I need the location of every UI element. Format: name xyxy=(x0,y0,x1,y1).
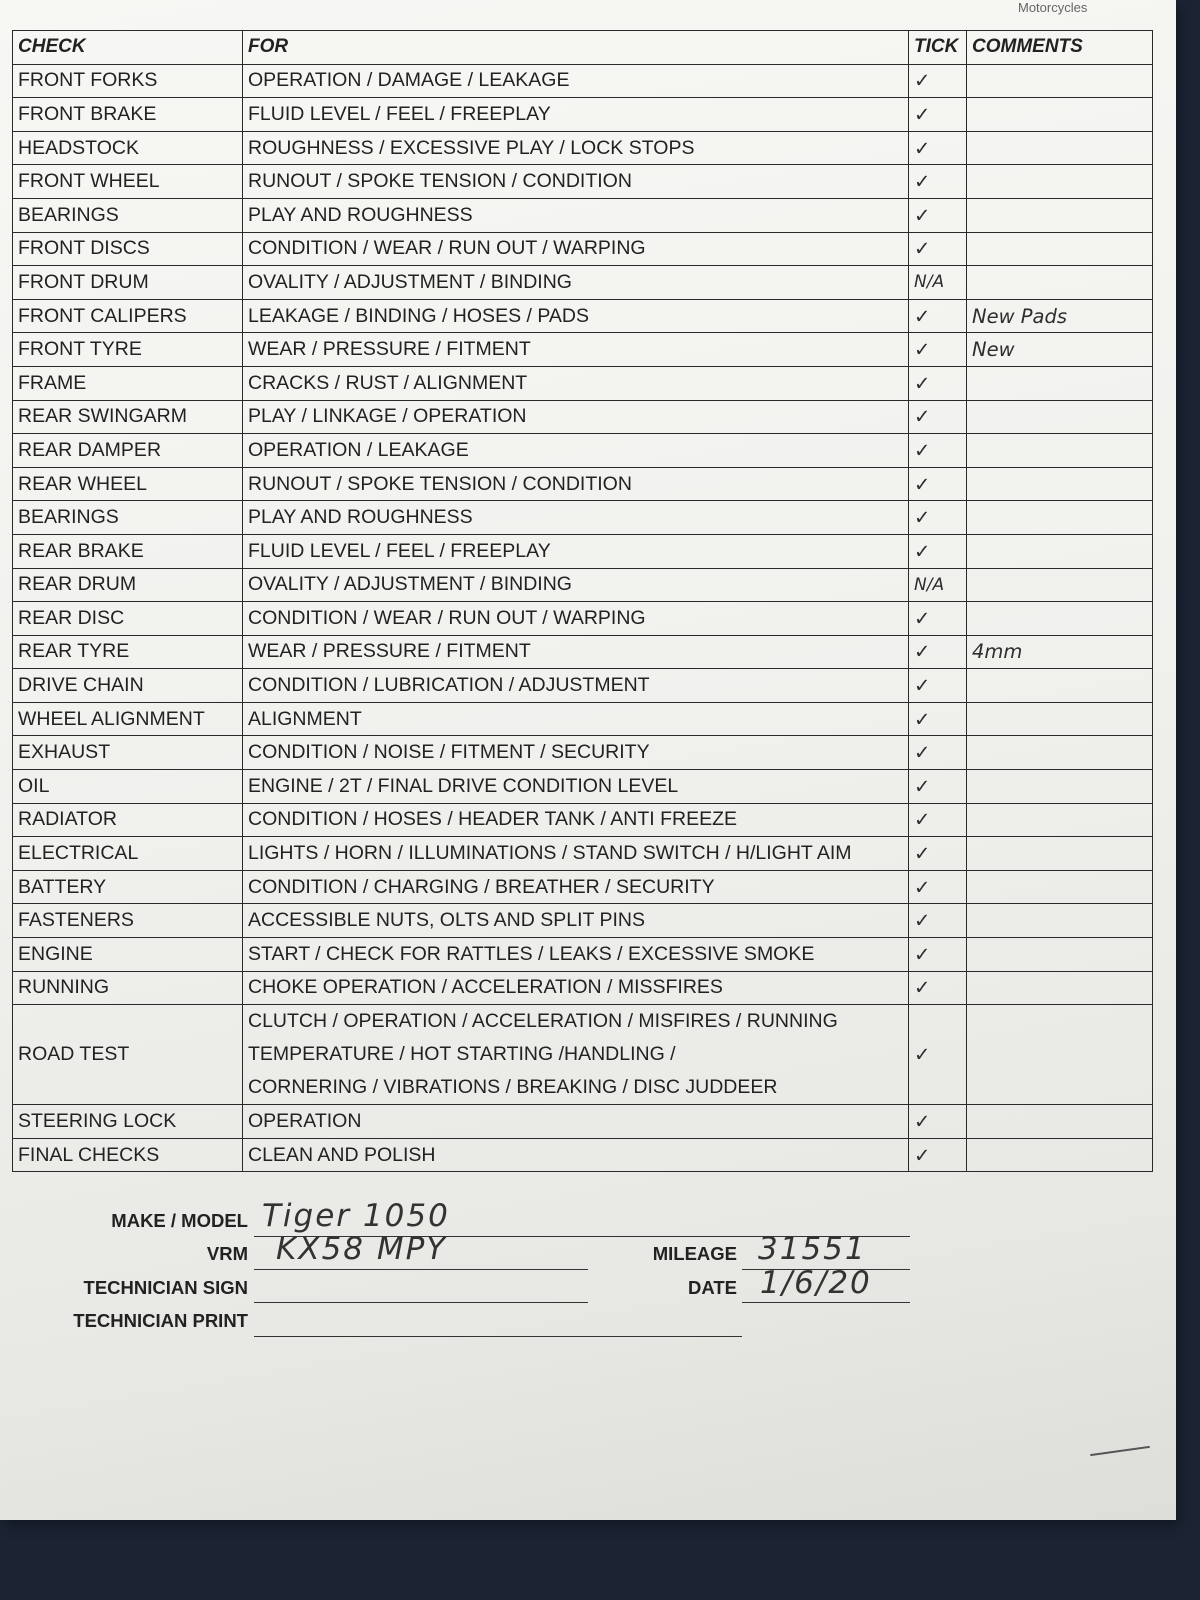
tick-cell: ✓ xyxy=(909,131,967,165)
vrm-line xyxy=(254,1269,588,1270)
for-cell: PLAY / LINKAGE / OPERATION xyxy=(243,400,909,434)
comment-cell xyxy=(967,131,1153,165)
check-cell: REAR BRAKE xyxy=(13,534,243,568)
comment-cell xyxy=(967,1138,1153,1172)
tick-cell: ✓ xyxy=(909,1005,967,1105)
tick-cell: ✓ xyxy=(909,870,967,904)
column-header-comments: COMMENTS xyxy=(967,31,1153,65)
check-cell: FRONT BRAKE xyxy=(13,98,243,132)
comment-cell xyxy=(967,971,1153,1005)
check-cell: ENGINE xyxy=(13,938,243,972)
table-row xyxy=(13,938,1153,972)
for-cell: OVALITY / ADJUSTMENT / BINDING xyxy=(243,266,909,300)
comment-cell xyxy=(967,803,1153,837)
check-cell: BATTERY xyxy=(13,870,243,904)
date-line xyxy=(742,1302,910,1303)
comment-cell xyxy=(967,534,1153,568)
for-cell: PLAY AND ROUGHNESS xyxy=(243,501,909,535)
vrm-value: KX58 MPY xyxy=(276,1231,448,1267)
table-row xyxy=(13,131,1153,165)
table-row xyxy=(13,803,1153,837)
for-cell: FLUID LEVEL / FEEL / FREEPLAY xyxy=(243,98,909,132)
comment-cell xyxy=(967,1105,1153,1139)
table-row xyxy=(13,333,1153,367)
table-row xyxy=(13,366,1153,400)
check-cell: ROAD TEST xyxy=(13,1005,243,1105)
table-row-road-test xyxy=(13,1005,1153,1105)
make-model-label: MAKE / MODEL xyxy=(111,1210,248,1231)
for-cell: CRACKS / RUST / ALIGNMENT xyxy=(243,366,909,400)
tick-cell: ✓ xyxy=(909,1105,967,1139)
comment-cell xyxy=(967,602,1153,636)
check-cell: RADIATOR xyxy=(13,803,243,837)
for-cell: ROUGHNESS / EXCESSIVE PLAY / LOCK STOPS xyxy=(243,131,909,165)
check-cell: WHEEL ALIGNMENT xyxy=(13,702,243,736)
date-value: 1/6/20 xyxy=(760,1265,872,1301)
check-cell: REAR DISC xyxy=(13,602,243,636)
tick-cell: ✓ xyxy=(909,299,967,333)
check-cell: BEARINGS xyxy=(13,198,243,232)
tick-cell: ✓ xyxy=(909,98,967,132)
for-line: CLUTCH / OPERATION / ACCELERATION / MISFIRES / RUNNING xyxy=(248,1010,838,1033)
for-cell: PLAY AND ROUGHNESS xyxy=(243,198,909,232)
date-label: DATE xyxy=(688,1277,737,1298)
road-test-section xyxy=(13,1005,1153,1105)
check-cell: FRONT CALIPERS xyxy=(13,299,243,333)
table-row xyxy=(13,1105,1153,1139)
checklist-body xyxy=(13,64,1153,1005)
column-header-tick: TICK xyxy=(909,31,967,65)
comment-cell xyxy=(967,366,1153,400)
tick-cell: ✓ xyxy=(909,770,967,804)
table-row xyxy=(13,232,1153,266)
for-cell: CONDITION / NOISE / FITMENT / SECURITY xyxy=(243,736,909,770)
tick-cell: ✓ xyxy=(909,837,967,871)
technician-sign-label: TECHNICIAN SIGN xyxy=(83,1277,248,1298)
check-cell: REAR TYRE xyxy=(13,635,243,669)
tick-cell: ✓ xyxy=(909,904,967,938)
check-cell: REAR DAMPER xyxy=(13,434,243,468)
comment-cell: 4mm xyxy=(967,635,1153,669)
check-cell: FRAME xyxy=(13,366,243,400)
tick-cell: ✓ xyxy=(909,803,967,837)
comment-cell xyxy=(967,501,1153,535)
for-cell: ALIGNMENT xyxy=(243,702,909,736)
table-row xyxy=(13,870,1153,904)
table-row xyxy=(13,434,1153,468)
column-header-check: CHECK xyxy=(13,31,243,65)
table-row xyxy=(13,1138,1153,1172)
tick-cell: ✓ xyxy=(909,467,967,501)
for-cell xyxy=(243,1005,909,1105)
table-row xyxy=(13,266,1153,300)
for-cell: RUNOUT / SPOKE TENSION / CONDITION xyxy=(243,467,909,501)
check-cell: HEADSTOCK xyxy=(13,131,243,165)
tick-cell: ✓ xyxy=(909,702,967,736)
check-cell: RUNNING xyxy=(13,971,243,1005)
staple-mark xyxy=(1090,1446,1150,1456)
tick-cell: ✓ xyxy=(909,938,967,972)
for-cell: CHOKE OPERATION / ACCELERATION / MISSFIRES xyxy=(243,971,909,1005)
inspection-checklist-table xyxy=(12,30,1153,1172)
technician-sign-line xyxy=(254,1302,588,1303)
technician-print-label: TECHNICIAN PRINT xyxy=(73,1310,248,1331)
check-cell: FASTENERS xyxy=(13,904,243,938)
make-model-line xyxy=(254,1236,910,1237)
for-cell: CLEAN AND POLISH xyxy=(243,1138,909,1172)
table-row xyxy=(13,770,1153,804)
for-cell: WEAR / PRESSURE / FITMENT xyxy=(243,635,909,669)
table-row xyxy=(13,635,1153,669)
table-row xyxy=(13,501,1153,535)
table-row xyxy=(13,568,1153,602)
for-line: TEMPERATURE / HOT STARTING /HANDLING / xyxy=(248,1043,676,1066)
comment-cell xyxy=(967,669,1153,703)
check-cell: FRONT DRUM xyxy=(13,266,243,300)
comment-cell xyxy=(967,232,1153,266)
comment-cell xyxy=(967,837,1153,871)
tick-cell: ✓ xyxy=(909,400,967,434)
comment-cell xyxy=(967,770,1153,804)
tick-cell: ✓ xyxy=(909,971,967,1005)
check-cell: REAR WHEEL xyxy=(13,467,243,501)
table-row xyxy=(13,669,1153,703)
vrm-label: VRM xyxy=(206,1243,248,1264)
table-row xyxy=(13,64,1153,98)
for-cell: ACCESSIBLE NUTS, OLTS AND SPLIT PINS xyxy=(243,904,909,938)
table-row xyxy=(13,467,1153,501)
comment-cell xyxy=(967,736,1153,770)
for-cell: OVALITY / ADJUSTMENT / BINDING xyxy=(243,568,909,602)
for-cell: ENGINE / 2T / FINAL DRIVE CONDITION LEVEL xyxy=(243,770,909,804)
check-cell: OIL xyxy=(13,770,243,804)
comment-cell xyxy=(967,434,1153,468)
check-cell: DRIVE CHAIN xyxy=(13,669,243,703)
for-cell: RUNOUT / SPOKE TENSION / CONDITION xyxy=(243,165,909,199)
table-row xyxy=(13,400,1153,434)
comment-cell xyxy=(967,938,1153,972)
for-cell: WEAR / PRESSURE / FITMENT xyxy=(243,333,909,367)
comment-cell xyxy=(967,904,1153,938)
mileage-line xyxy=(742,1269,910,1270)
comment-cell xyxy=(967,1005,1153,1105)
comment-cell xyxy=(967,98,1153,132)
technician-print-line xyxy=(254,1336,742,1337)
check-cell: REAR DRUM xyxy=(13,568,243,602)
for-cell: OPERATION / LEAKAGE xyxy=(243,434,909,468)
comment-cell xyxy=(967,165,1153,199)
table-row xyxy=(13,904,1153,938)
tick-cell: ✓ xyxy=(909,669,967,703)
final-checks-section xyxy=(13,1105,1153,1172)
comment-cell xyxy=(967,266,1153,300)
tick-cell: ✓ xyxy=(909,534,967,568)
for-cell: CONDITION / WEAR / RUN OUT / WARPING xyxy=(243,232,909,266)
tick-cell: ✓ xyxy=(909,366,967,400)
for-cell: CONDITION / HOSES / HEADER TANK / ANTI FREEZE xyxy=(243,803,909,837)
table-row xyxy=(13,971,1153,1005)
check-cell: BEARINGS xyxy=(13,501,243,535)
table-header-row xyxy=(13,31,1153,65)
comment-cell xyxy=(967,64,1153,98)
check-cell: FRONT FORKS xyxy=(13,64,243,98)
for-cell: OPERATION / DAMAGE / LEAKAGE xyxy=(243,64,909,98)
table-row xyxy=(13,198,1153,232)
table-row xyxy=(13,534,1153,568)
for-line: CORNERING / VIBRATIONS / BREAKING / DISC JUDDEER xyxy=(248,1076,778,1099)
tick-cell: ✓ xyxy=(909,64,967,98)
tick-cell: N/A xyxy=(909,266,967,300)
for-cell: FLUID LEVEL / FEEL / FREEPLAY xyxy=(243,534,909,568)
table-row xyxy=(13,837,1153,871)
check-cell: FRONT WHEEL xyxy=(13,165,243,199)
check-cell: FINAL CHECKS xyxy=(13,1138,243,1172)
tick-cell: N/A xyxy=(909,568,967,602)
comment-cell xyxy=(967,400,1153,434)
tick-cell: ✓ xyxy=(909,602,967,636)
table-row xyxy=(13,299,1153,333)
comment-cell xyxy=(967,198,1153,232)
for-cell: OPERATION xyxy=(243,1105,909,1139)
table-row xyxy=(13,702,1153,736)
comment-cell: New Pads xyxy=(967,299,1153,333)
check-cell: ELECTRICAL xyxy=(13,837,243,871)
for-cell: START / CHECK FOR RATTLES / LEAKS / EXCESSIVE SMOKE xyxy=(243,938,909,972)
tick-cell: ✓ xyxy=(909,232,967,266)
table-row xyxy=(13,736,1153,770)
for-cell: LEAKAGE / BINDING / HOSES / PADS xyxy=(243,299,909,333)
table-row xyxy=(13,98,1153,132)
brand-text: Motorcycles xyxy=(1018,0,1088,15)
tick-cell: ✓ xyxy=(909,333,967,367)
tick-cell: ✓ xyxy=(909,434,967,468)
table-row xyxy=(13,602,1153,636)
check-cell: FRONT TYRE xyxy=(13,333,243,367)
comment-cell xyxy=(967,568,1153,602)
tick-cell: ✓ xyxy=(909,198,967,232)
for-cell: CONDITION / WEAR / RUN OUT / WARPING xyxy=(243,602,909,636)
tick-cell: ✓ xyxy=(909,165,967,199)
comment-cell xyxy=(967,467,1153,501)
table-row xyxy=(13,165,1153,199)
make-model-value: Tiger 1050 xyxy=(262,1198,450,1234)
tick-cell: ✓ xyxy=(909,501,967,535)
for-cell: LIGHTS / HORN / ILLUMINATIONS / STAND SWITCH / H/LIGHT AIM xyxy=(243,837,909,871)
check-cell: REAR SWINGARM xyxy=(13,400,243,434)
column-header-for: FOR xyxy=(243,31,909,65)
for-cell: CONDITION / CHARGING / BREATHER / SECURITY xyxy=(243,870,909,904)
check-cell: FRONT DISCS xyxy=(13,232,243,266)
check-cell: EXHAUST xyxy=(13,736,243,770)
for-cell: CONDITION / LUBRICATION / ADJUSTMENT xyxy=(243,669,909,703)
mileage-value: 31551 xyxy=(758,1231,867,1267)
comment-cell xyxy=(967,870,1153,904)
comment-cell xyxy=(967,702,1153,736)
tick-cell: ✓ xyxy=(909,1138,967,1172)
check-cell: STEERING LOCK xyxy=(13,1105,243,1139)
mileage-label: MILEAGE xyxy=(652,1243,737,1264)
tick-cell: ✓ xyxy=(909,635,967,669)
comment-cell: New xyxy=(967,333,1153,367)
tick-cell: ✓ xyxy=(909,736,967,770)
